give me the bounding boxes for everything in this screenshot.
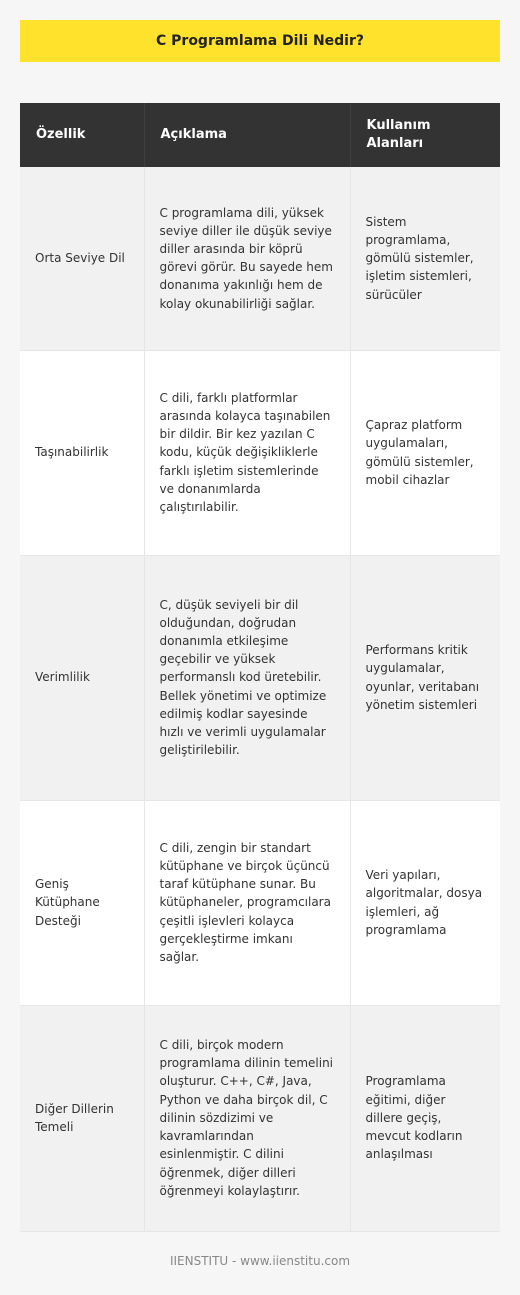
usage-cell: Çapraz platform uygulamaları, gömülü sistemler, mobil cihazlar (350, 350, 500, 555)
feature-cell: Taşınabilirlik (20, 350, 144, 555)
footer-credit: IIENSTITU - www.iienstitu.com (169, 1254, 351, 1268)
table-row (20, 350, 500, 555)
feature-cell: Orta Seviye Dil (20, 167, 144, 350)
usage-cell: Sistem programlama, gömülü sistemler, işletim sistemleri, sürücüler (350, 167, 500, 350)
description-cell: C dili, zengin bir standart kütüphane ve birçok üçüncü taraf kütüphane sunar. Bu kütüphaneler, programcılara çeşitli işlevleri kolayca gerçekleştirme imkanı sağlar. (144, 800, 350, 1005)
feature-cell: Verimlilik (20, 555, 144, 800)
header-usage: Kullanım Alanları (350, 103, 500, 167)
table-row (20, 167, 500, 350)
usage-cell: Programlama eğitimi, diğer dillere geçiş, mevcut kodların anlaşılması (350, 1005, 500, 1231)
description-cell: C, düşük seviyeli bir dil olduğundan, doğrudan donanımla etkileşime geçebilir ve yüksek performanslı kod üretebilir. Bellek yönetimi ve optimize edilmiş kodlar sayesinde hızlı ve verimli uygulamalar geliştirilebilir. (144, 555, 350, 800)
description-cell: C programlama dili, yüksek seviye diller ile düşük seviye diller arasında bir köprü görevi görür. Bu sayede hem donanıma yakınlığı hem de kolay okunabilirliği sağlar. (144, 167, 350, 350)
usage-cell: Veri yapıları, algoritmalar, dosya işlemleri, ağ programlama (350, 800, 500, 1005)
table-row (20, 800, 500, 1005)
table-row (20, 1005, 500, 1231)
table-row (20, 555, 500, 800)
usage-cell: Performans kritik uygulamalar, oyunlar, veritabanı yönetim sistemleri (350, 555, 500, 800)
header-description: Açıklama (144, 103, 350, 167)
title-banner (20, 20, 500, 62)
feature-cell: Diğer Dillerin Temeli (20, 1005, 144, 1231)
description-cell: C dili, birçok modern programlama dilinin temelini oluşturur. C++, C#, Java, Python ve daha birçok dil, C dilinin sözdizimi ve kavramlarından esinlenmiştir. C dilini öğrenmek, diğer dilleri öğrenmeyi kolaylaştırır. (144, 1005, 350, 1231)
header-feature: Özellik (20, 103, 144, 167)
features-table (20, 103, 500, 1232)
feature-cell: Geniş Kütüphane Desteği (20, 800, 144, 1005)
table-header-row (20, 103, 500, 167)
description-cell: C dili, farklı platformlar arasında kolayca taşınabilen bir dildir. Bir kez yazılan C kodu, küçük değişikliklerle farklı işletim sistemlerinde ve donanımlarda çalıştırılabilir. (144, 350, 350, 555)
page-title: C Programlama Dili Nedir? (156, 33, 364, 49)
